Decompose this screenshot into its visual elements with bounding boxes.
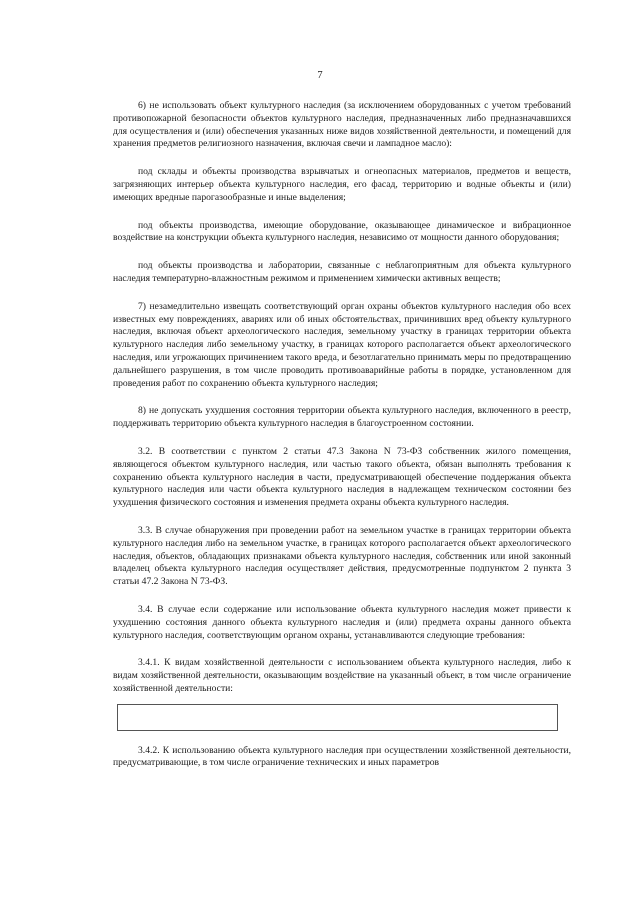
- paragraph-3-4-1: 3.4.1. К видам хозяйственной деятельности с использованием объекта культурного наследия, либо к видам хозяйственной деятельности, оказывающим воздействие на указанный объект, в том числе ограничение хозяйственной деятельности:: [113, 657, 571, 694]
- paragraph-3-2: 3.2. В соответствии с пунктом 2 статьи 47.3 Закона N 73-ФЗ собственник жилого помещения, являющегося объектом культурного наследия, или частью такого объекта, обязан выполнять требования к сохранению объекта культурного наследия в части, предусматривающей обеспечение поддержания объекта культурного наследия или части объекта культурного наследия в надлежащем техническом состоянии без ухудшения физического состояния и изменения предмета охраны объекта культурного наследия.: [113, 445, 571, 509]
- paragraph-3-4-2: 3.4.2. К использованию объекта культурного наследия при осуществлении хозяйственной деятельности, предусматривающие, в том числе ограничение технических и иных параметров: [113, 744, 571, 769]
- paragraph-7: 7) незамедлительно извещать соответствующий орган охраны объектов культурного наследия обо всех известных ему повреждениях, авариях или об иных обстоятельствах, причинивших вред объекту культурного наследия, включая объект археологического наследия, земельному участку в границах территории объекта культурного наследия либо земельному участку, в границах которого располагается объект археологического наследия, или угрожающих причинением такого вреда, и безотлагательно принимать меры по предотвращению дальнейшего разрушения, в том числе проводить противоаварийные работы в порядке, установленном для проведения работ по сохранению объекта культурного наследия;: [113, 300, 571, 389]
- document-body: [113, 100, 571, 785]
- paragraph-laboratories: под объекты производства и лаборатории, связанные с неблагоприятным для объекта культурного наследия температурно-влажностным режимом и применением химически активных веществ;: [113, 260, 571, 284]
- page-number: 7: [317, 70, 323, 81]
- paragraph-warehouses: под склады и объекты производства взрывчатых и огнеопасных материалов, предметов и веществ, загрязняющих интерьер объекта культурного наследия, его фасад, территорию и водные объекты и (или) имеющих вредные парогазообразные и иные выделения;: [113, 166, 571, 203]
- paragraph-6: 6) не использовать объект культурного наследия (за исключением оборудованных с учетом требований противопожарной безопасности объектов культурного наследия, предназначенных либо предназначавшихся для осуществления и (или) обеспечения указанных ниже видов хозяйственной деятельности, и помещений для хранения предметов религиозного назначения, включая свечи и лампадное масло):: [113, 100, 571, 150]
- paragraph-8: 8) не допускать ухудшения состояния территории объекта культурного наследия, включенного в реестр, поддерживать территорию объекта культурного наследия в благоустроенном состоянии.: [113, 405, 571, 430]
- paragraph-3-3: 3.3. В случае обнаружения при проведении работ на земельном участке в границах территории объекта культурного наследия либо на земельном участке, в границах которого располагается объект археологического наследия, объектов, обладающих признаками объекта культурного наследия, собственник или иной законный владелец объекта культурного наследия осуществляет действия, предусмотренные подпунктом 2 пункта 3 статьи 47.2 Закона N 73-ФЗ.: [113, 524, 571, 588]
- empty-table-box: [117, 704, 558, 731]
- paragraph-3-4: 3.4. В случае если содержание или использование объекта культурного наследия может привести к ухудшению состояния данного объекта культурного наследия и (или) предмета охраны данного объекта культурного наследия, соответствующим органом охраны, устанавливаются следующие требования:: [113, 603, 571, 641]
- paragraph-production-vibration: под объекты производства, имеющие оборудование, оказывающее динамическое и вибрационное воздействие на конструкции объекта культурного наследия, независимо от мощности данного оборудования;: [113, 219, 571, 244]
